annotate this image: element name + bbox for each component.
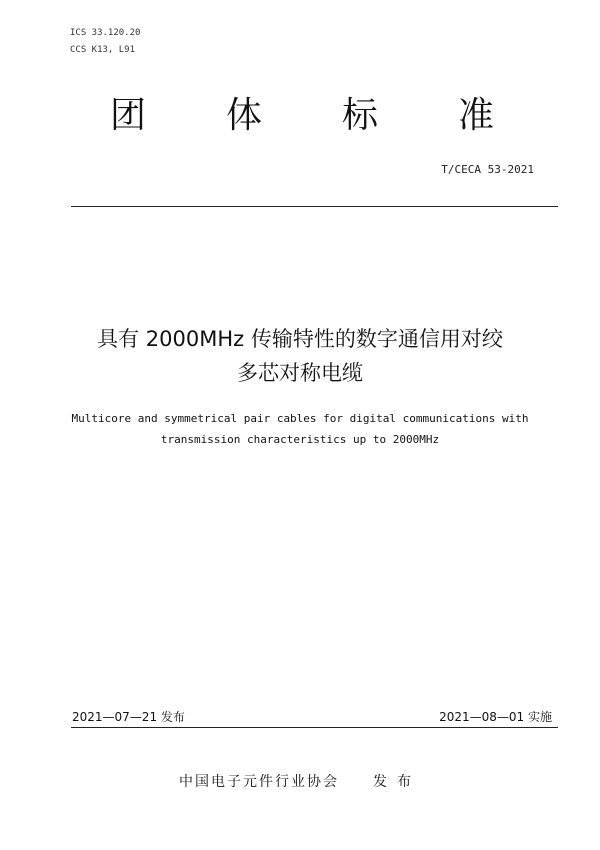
group-title-char-4: 准 [457, 95, 494, 136]
issue-date: 2021—07—21 发布 [72, 710, 185, 724]
top-divider [71, 206, 558, 207]
english-title [40, 408, 560, 450]
group-title-char-2: 体 [225, 95, 262, 136]
classification-codes [70, 25, 140, 59]
implementation-date: 2021—08—01 实施 [439, 710, 552, 724]
group-title-char-3: 标 [341, 95, 378, 136]
english-title-line-2: transmission characteristics up to 2000MHz [160, 433, 440, 446]
publisher-action: 发布 [373, 774, 421, 790]
ics-code: ICS 33.120.20 [70, 28, 141, 38]
chinese-title-line-1: 具有 2000MHz 传输特性的数字通信用对绞 [97, 327, 503, 351]
chinese-title [40, 322, 560, 390]
bottom-divider [71, 727, 558, 728]
standard-number: T/CECA 53-2021 [441, 163, 534, 176]
publisher-line [0, 771, 600, 791]
english-title-line-1: Multicore and symmetrical pair cables for digital communications with [71, 412, 529, 425]
publisher-organization: 中国电子元件行业协会 [179, 774, 339, 790]
group-standard-title [72, 92, 532, 140]
chinese-title-line-2: 多芯对称电缆 [237, 361, 363, 385]
group-title-char-1: 团 [110, 95, 147, 136]
ccs-code: CCS K13, L91 [70, 45, 136, 55]
